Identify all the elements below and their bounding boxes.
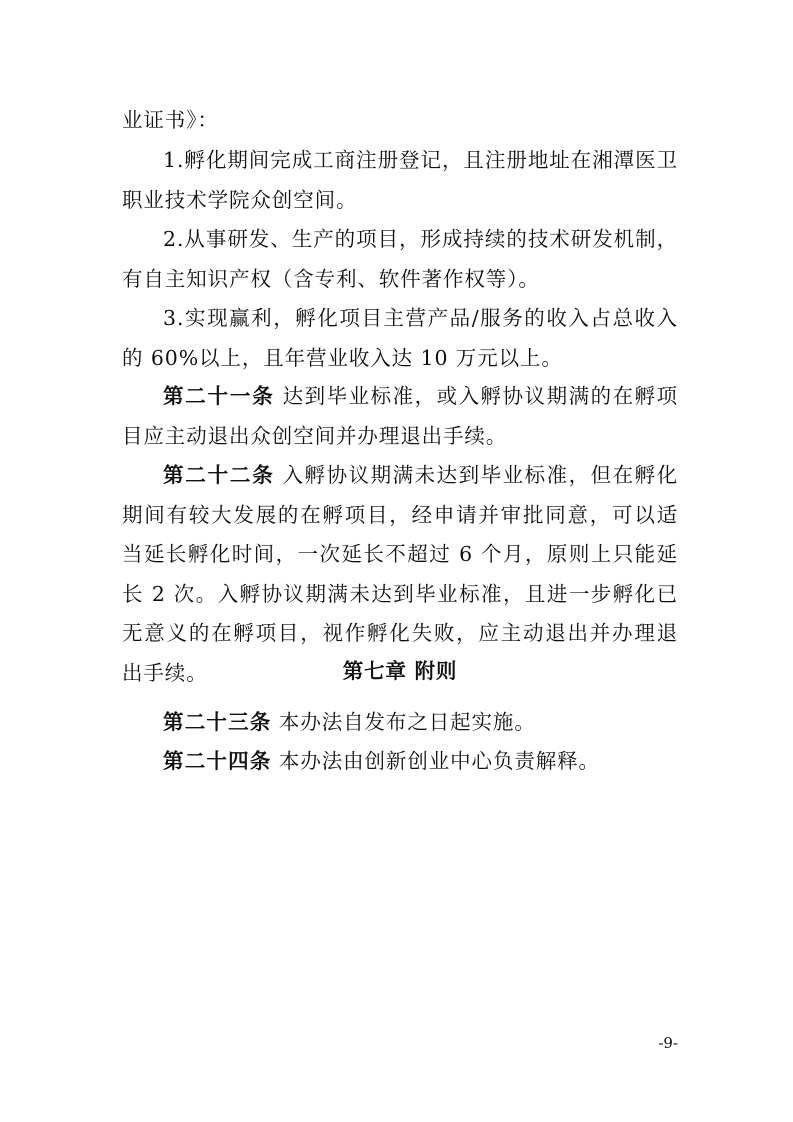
article-22-heading: 第二十二条 xyxy=(163,463,275,487)
article-24-text: 本办法由创新创业中心负责解释。 xyxy=(278,749,600,773)
page-number: -9- xyxy=(658,1034,678,1052)
article-23 xyxy=(122,703,678,743)
article-24 xyxy=(122,742,678,782)
article-21-heading: 第二十一条 xyxy=(163,384,275,408)
criterion-item-2: 2.从事研发、生产的项目，形成持续的技术研发机制，有自主知识产权（含专利、软件著作权等）。 xyxy=(122,227,678,291)
criterion-item-1: 1.孵化期间完成工商注册登记，且注册地址在湘潭医卫职业技术学院众创空间。 xyxy=(122,148,678,212)
chapter-title: 第七章 附则 xyxy=(342,659,458,683)
article-21 xyxy=(122,377,678,456)
paragraph-continuation: 业证书》： xyxy=(122,108,219,132)
article-22-text: 入孵协议期满未达到毕业标准，但在孵化期间有较大发展的在孵项目，经申请并审批同意，可以适当延长孵化时间，一次延长不超过 6 个月，原则上只能延长 2 次。入孵协议期满未达到毕业标准，且进一步孵化已无意义的在孵项目，视作孵化失败，应主动退出并办理退出手续。 xyxy=(122,463,679,685)
article-23-text: 本办法自发布之日起实施。 xyxy=(278,710,536,734)
article-21-text: 达到毕业标准，或入孵协议期满的在孵项目应主动退出众创空间并办理退出手续。 xyxy=(122,384,679,448)
article-24-heading: 第二十四条 xyxy=(163,749,272,773)
article-23-heading: 第二十三条 xyxy=(163,710,272,734)
criterion-item-3: 3.实现赢利，孵化项目主营产品/服务的收入占总收入的 60%以上，且年营业收入达 10 万元以上。 xyxy=(122,306,678,370)
